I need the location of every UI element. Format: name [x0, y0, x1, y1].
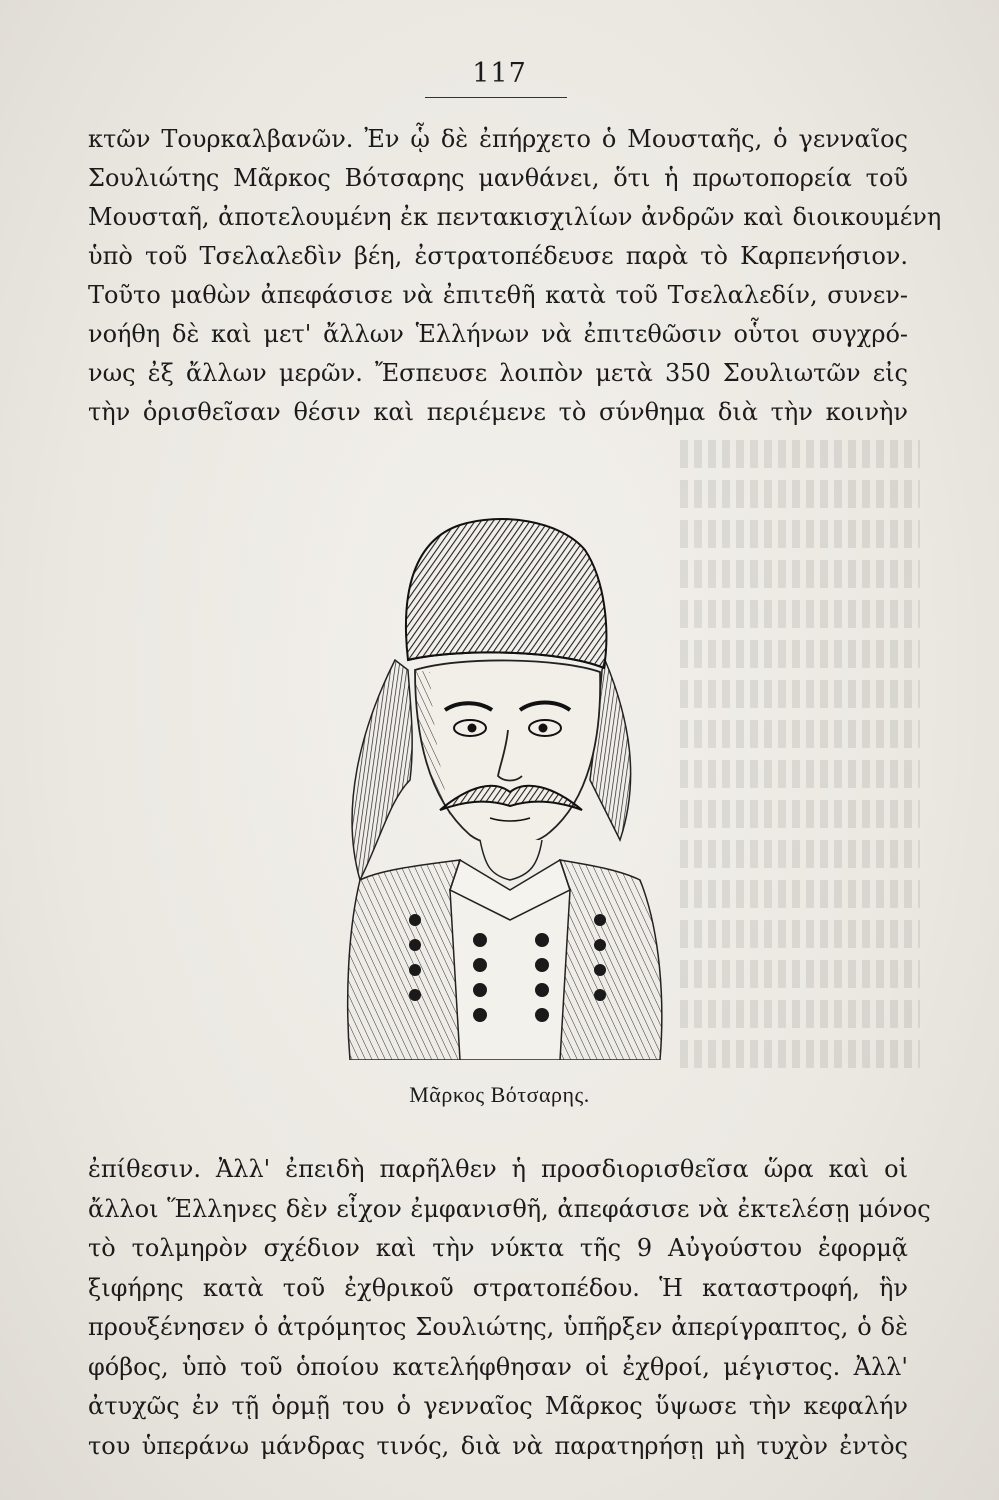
text-line: Μουσταῆ, ἀποτελουμένη ἐκ πεντακισχιλίων ἀνδρῶν καὶ διοικουμένη	[88, 203, 942, 231]
text-line: ἐπίθεσιν. Ἀλλ' ἐπειδὴ παρῆλθεν ἡ προσδιορισθεῖσα ὥρα καὶ οἱ	[88, 1155, 908, 1183]
text-line: Σουλιώτης Μᾶρκος Βότσαρης μανθάνει, ὅτι ἡ πρωτοπορεία τοῦ	[88, 164, 908, 192]
text-line: ἄλλοι Ἕλληνες δὲν εἶχον ἐμφανισθῆ, ἀπεφάσισε νὰ ἐκτελέσῃ μόνος	[88, 1194, 931, 1223]
text-line: κτῶν Τουρκαλβανῶν. Ἐν ᾧ δὲ ἐπήρχετο ὁ Μουσταῆς, ὁ γενναῖος	[88, 125, 908, 153]
page-number-rule	[425, 97, 567, 98]
text-line: ὑπὸ τοῦ Τσελαλεδὶν βέη, ἐστρατοπέδευσε παρὰ τὸ Καρπενήσιον.	[88, 242, 908, 270]
text-line: ξιφήρης κατὰ τοῦ ἐχθρικοῦ στρατοπέδου. Ἡ καταστροφή, ἣν	[88, 1273, 908, 1302]
text-line: ἀτυχῶς ἐν τῇ ὁρμῇ του ὁ γενναῖος Μᾶρκος ὕψωσε τὴν κεφαλήν	[88, 1392, 908, 1420]
text-line: του ὑπεράνω μάνδρας τινός, διὰ νὰ παρατηρήσῃ μὴ τυχὸν ἐντὸς	[88, 1431, 908, 1460]
bleed-through-text	[680, 440, 920, 1140]
text-line: Τοῦτο μαθὼν ἀπεφάσισε νὰ ἐπιτεθῆ κατὰ τοῦ Τσελαλεδίν, συνεν-	[88, 281, 908, 309]
text-line: φόβος, ὑπὸ τοῦ ὁποίου κατελήφθησαν οἱ ἐχθροί, μέγιστος. Ἀλλ'	[88, 1352, 908, 1381]
bottom-paragraph	[88, 1150, 931, 1466]
page-number: 117	[472, 58, 527, 89]
text-line: νως ἐξ ἄλλων μερῶν. Ἔσπευσε λοιπὸν μετὰ 350 Σουλιωτῶν εἰς	[88, 359, 908, 387]
portrait-caption: Μᾶρκος Βότσαρης.	[409, 1082, 590, 1107]
top-paragraph	[88, 120, 942, 432]
text-line: τὴν ὁρισθεῖσαν θέσιν καὶ περιέμενε τὸ σύνθημα διὰ τὴν κοινὴν	[88, 398, 908, 426]
portrait-engraving	[320, 480, 680, 1060]
text-line: νοήθη δὲ καὶ μετ' ἄλλων Ἑλλήνων νὰ ἐπιτεθῶσιν οὗτοι συγχρό-	[88, 320, 908, 348]
text-line: τὸ τολμηρὸν σχέδιον καὶ τὴν νύκτα τῆς 9 Αὐγούστου ἐφορμᾷ	[88, 1234, 908, 1262]
text-line: προυξένησεν ὁ ἀτρόμητος Σουλιώτης, ὑπῆρξεν ἀπερίγραπτος, ὁ δὲ	[88, 1313, 908, 1341]
